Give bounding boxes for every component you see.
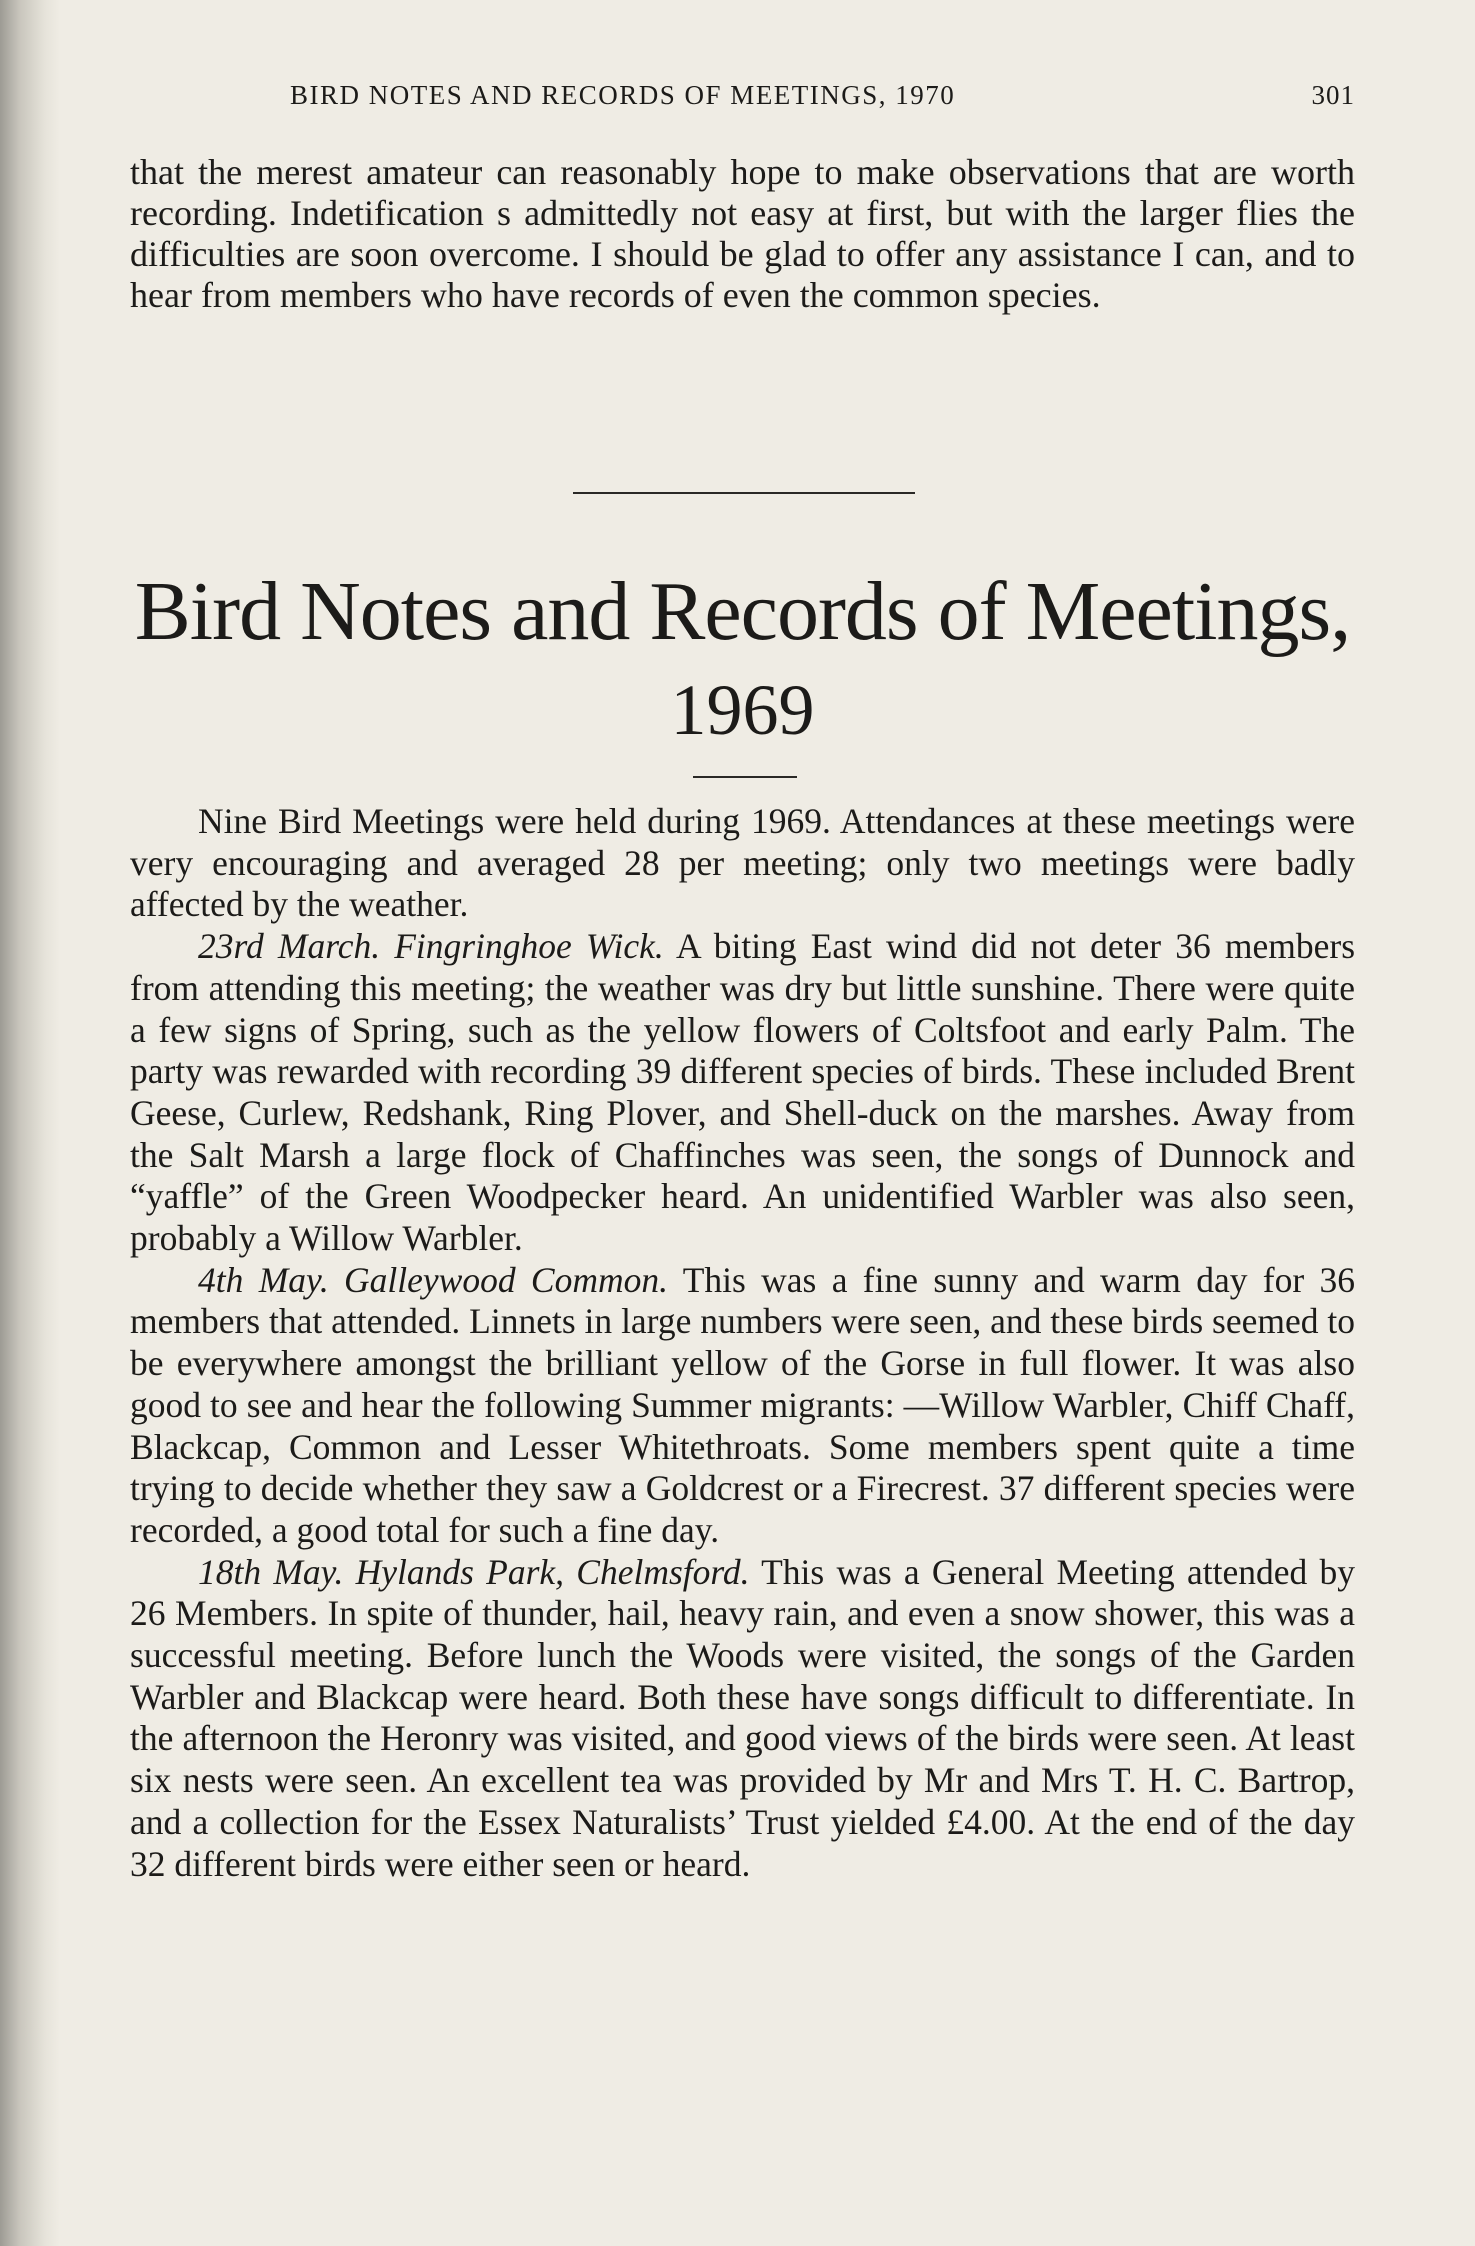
meeting-text: This was a General Meeting attended by 26 Members. In spite of thunder, hail, heavy rain, and even a snow shower, this was a successful meeting. Before lunch the Woods were visited, the songs of the Garden Warbler and Blackcap were heard. Both these have songs difficult to differentiate. In the afternoon the Heronry was visited, and good views of the birds were seen. At least six nests were seen. An excellent tea was provided by Mr and Mrs T. H. C. Bartrop, and a collection for the Essex Naturalists’ Trust yielded £4.00. At the end of the day 32 different birds were either seen or heard. (130, 1551, 1356, 1884)
meeting-text: This was a fine sunny and warm day for 36 members that attended. Linnets in large numbers were seen, and these birds seemed to be everywhere amongst the brilliant yellow of the Gorse in full flower. It was also good to see and hear the following Summer migrants: —Willow Warbler, Chiff Chaff, Blackcap, Common and Lesser Whitethroats. Some members spent quite a time trying to decide whether they saw a Goldcrest or a Firecrest. 37 different species were recorded, a good total for such a fine day. (130, 1259, 1356, 1550)
meeting-date: 23rd March. (198, 926, 381, 967)
book-page (130, 0, 1355, 2246)
meeting-date: 18th May. (198, 1551, 344, 1592)
page-gutter-shadow (0, 0, 60, 2246)
article-body (130, 801, 1355, 1885)
title-rule (693, 776, 797, 778)
meeting-date: 4th May. (198, 1259, 329, 1300)
intro-paragraph: Nine Bird Meetings were held during 1969. Attendances at these meetings were very encouraging and averaged 28 per meeting; only two meetings were badly affected by the weather. (130, 801, 1355, 925)
meeting-place: Fingringhoe Wick. (394, 926, 664, 967)
section-divider (573, 492, 915, 494)
meeting-entry (130, 926, 1355, 1260)
meeting-place: Hylands Park, Chelmsford. (355, 1551, 750, 1592)
continued-paragraph: that the merest amateur can reasonably hope to make observations that are worth recording. Indetification s admittedly not easy at first, but with the larger flies the difficulties are soon overcome. I should be glad to offer any assistance I can, and to hear from members who have records of even the common species. (130, 152, 1355, 315)
meeting-entry (130, 1552, 1355, 1886)
running-title: BIRD NOTES AND RECORDS OF MEETINGS, 1970 (290, 80, 956, 110)
meeting-text: A biting East wind did not deter 36 members from attending this meeting; the weather was dry but little sunshine. There were quite a few signs of Spring, such as the yellow flowers of Coltsfoot and early Palm. The party was rewarded with recording 39 different species of birds. These included Brent Geese, Curlew, Redshank, Ring Plover, and Shell-duck on the marshes. Away from the Salt Marsh a large flock of Chaffinches was seen, the songs of Dunnock and “yaffle” of the Green Woodpecker heard. An unidentified Warbler was also seen, probably a Willow Warbler. (130, 926, 1356, 1259)
article-year: 1969 (670, 670, 815, 750)
page-number: 301 (1311, 80, 1355, 110)
article-title: Bird Notes and Records of Meetings, (134, 565, 1351, 658)
meeting-place: Galleywood Common. (344, 1259, 669, 1300)
meeting-entry (130, 1260, 1355, 1552)
running-head (130, 80, 1355, 120)
